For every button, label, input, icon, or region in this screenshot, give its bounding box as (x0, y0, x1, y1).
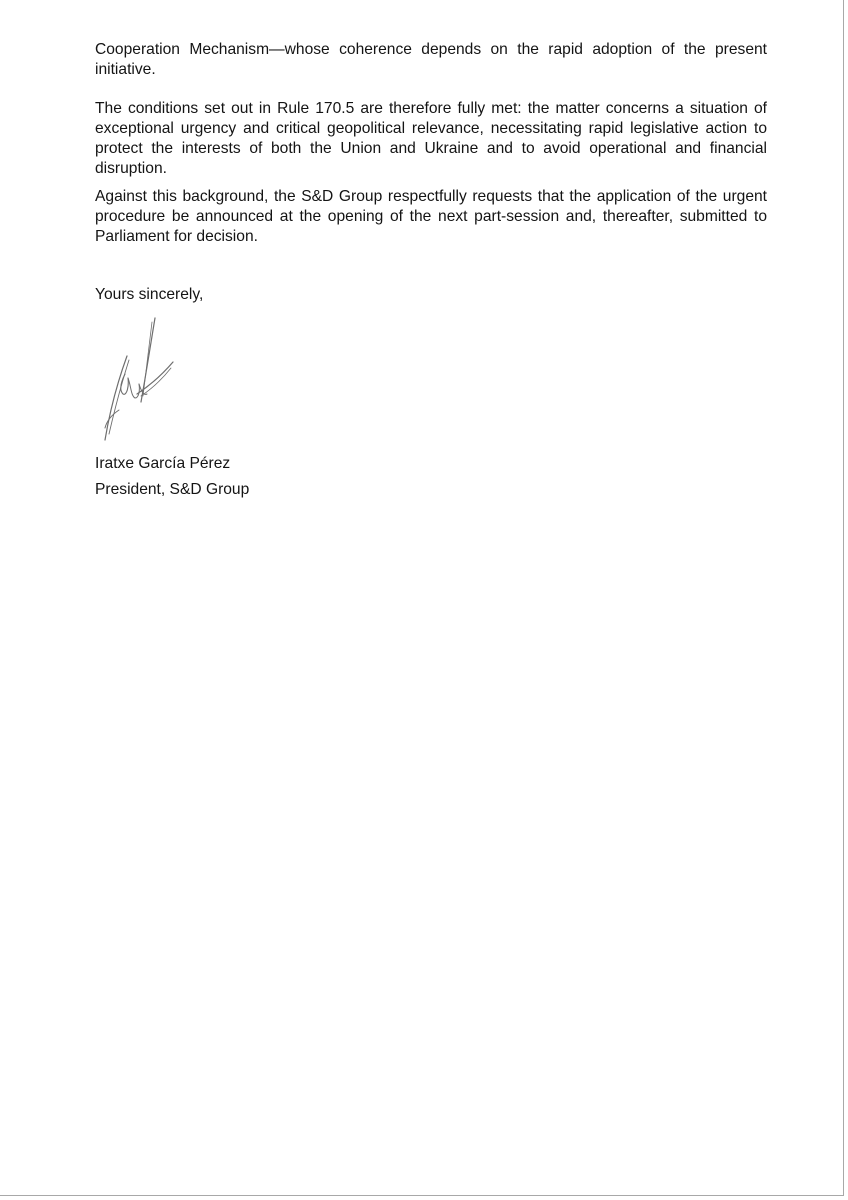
paragraph-continuation: Cooperation Mechanism—whose coherence depends on the rapid adoption of the present initiative. (95, 41, 767, 78)
closing-salutation: Yours sincerely, (95, 286, 204, 303)
signatory-name: Iratxe García Pérez (95, 455, 231, 472)
letter-body (95, 40, 767, 247)
signatory-title: President, S&D Group (95, 481, 250, 498)
handwritten-signature (97, 316, 181, 442)
signature-block (95, 451, 249, 503)
paragraph-conditions: The conditions set out in Rule 170.5 are therefore fully met: the matter concerns a situation of exceptional urgency and critical geopolitical relevance, necessitating rapid legislative action to protect the interests of both the Union and Ukraine and to avoid operational and financial disruption. (95, 100, 767, 177)
paragraph-request: Against this background, the S&D Group respectfully requests that the application of the urgent procedure be announced at the opening of the next part-session and, thereafter, submitted to Parliament for decision. (95, 188, 767, 245)
